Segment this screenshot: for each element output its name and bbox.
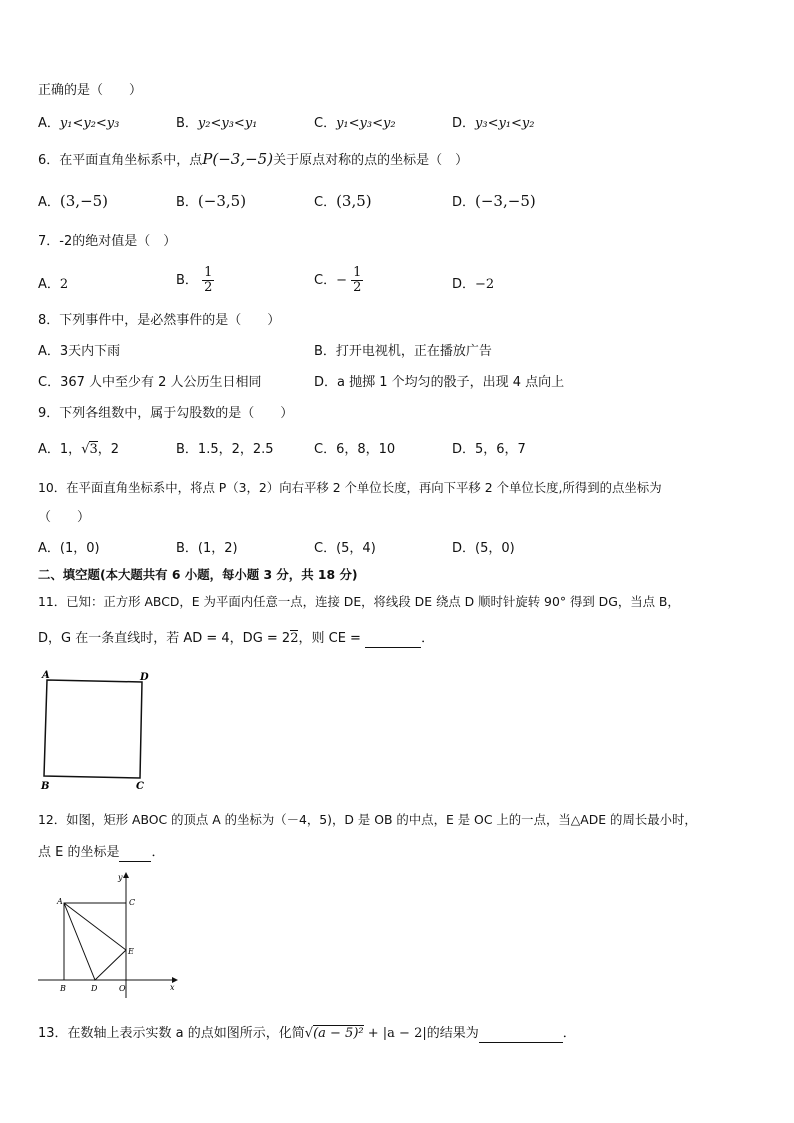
q11-line2-post: ，则 CE =: [298, 631, 366, 646]
denominator: 2: [353, 280, 362, 295]
q9-option-b[interactable]: [176, 441, 274, 459]
option-text: (−3,−5): [475, 192, 536, 210]
label-o: O: [119, 984, 126, 993]
label-b: B: [60, 984, 66, 993]
q5-option-a[interactable]: [38, 115, 119, 133]
option-text: (3,−5): [59, 192, 109, 210]
denominator: 2: [204, 280, 213, 295]
abs-term: + |a − 2|: [363, 1026, 427, 1041]
option-text: (5，4): [336, 541, 376, 556]
option-label: B．: [176, 442, 198, 457]
option-pre: 1，: [59, 442, 82, 457]
q7-option-c[interactable]: [314, 266, 363, 295]
q6-option-a[interactable]: [38, 192, 108, 212]
q13-stem-pre: 13．在数轴上表示实数 a 的点如图所示，化简: [38, 1026, 305, 1041]
q7-stem: 7．-2的绝对值是（ ）: [38, 234, 177, 249]
option-label: B．: [176, 195, 198, 210]
label-y: y: [118, 873, 123, 882]
label-a: A: [57, 897, 63, 906]
q12-end: ．: [151, 845, 165, 860]
label-c: C: [129, 898, 136, 907]
q13-stem: [38, 1025, 576, 1043]
q11-line2-pre: D，G 在一条直线时，若 AD = 4，DG = 2: [38, 631, 291, 646]
q9-option-d[interactable]: [452, 441, 526, 459]
option-label: A．: [38, 277, 60, 292]
q13-stem-post: 的结果为: [426, 1026, 479, 1041]
q5-option-d[interactable]: [452, 115, 534, 133]
option-text: (1，2): [197, 541, 238, 556]
q6-option-c[interactable]: [314, 192, 372, 212]
sign: −: [336, 273, 347, 288]
option-label: D．: [452, 442, 476, 457]
q8-stem: 8．下列事件中，是必然事件的是（ ）: [38, 313, 281, 328]
option-text: 1.5，2，2.5: [197, 442, 274, 457]
q12-line2-text: 点 E 的坐标是: [38, 845, 120, 860]
q10-option-c[interactable]: [314, 540, 376, 558]
option-label: D．: [452, 116, 476, 131]
label-d: D: [91, 984, 98, 993]
label-x: x: [170, 983, 175, 992]
label-e: E: [128, 947, 134, 956]
q11-square-figure: [36, 668, 156, 794]
option-label: A．: [38, 442, 60, 457]
square-abcd: [44, 680, 142, 778]
q5-option-b[interactable]: [176, 115, 257, 133]
q12-coordinate-figure: [36, 870, 181, 1000]
option-label: D．: [314, 375, 338, 390]
option-label: D．: [452, 195, 476, 210]
option-label: C．: [38, 375, 61, 390]
option-post: ，2: [97, 442, 120, 457]
q9-option-c[interactable]: [314, 441, 395, 459]
option-label: B．: [176, 116, 198, 131]
option-label: C．: [314, 195, 337, 210]
q12-line1: 12．如图，矩形 ABOC 的顶点 A 的坐标为（－4，5)，D 是 OB 的中点，E 是 OC 上的一点，当△ADE 的周长最小时，: [38, 812, 697, 827]
option-label: A．: [38, 116, 60, 131]
option-text: 打开电视机，正在播放广告: [335, 344, 492, 359]
rectangle-aboc: [64, 903, 126, 980]
answer-blank[interactable]: [119, 847, 151, 862]
option-text: y₁<y₂<y₃: [59, 116, 120, 131]
section-title: 二、填空题(本大题共有 6 小题，每小题 3 分，共 18 分): [38, 567, 358, 582]
q8-option-a[interactable]: [38, 343, 120, 361]
q8-option-c[interactable]: [38, 374, 262, 392]
q6-option-d[interactable]: [452, 192, 536, 212]
label-b: B: [41, 781, 50, 792]
q13-end: ．: [562, 1026, 576, 1041]
q7-option-d[interactable]: [452, 276, 494, 294]
answer-blank[interactable]: [365, 633, 421, 648]
triangle-ade: [64, 903, 126, 980]
radicand: (a − 5)²: [313, 1026, 364, 1041]
option-label: B．: [176, 541, 198, 556]
q11-line2: [38, 630, 434, 648]
fraction: [351, 266, 363, 295]
option-label: A．: [38, 195, 60, 210]
fraction: [202, 266, 214, 295]
q9-stem: 9．下列各组数中，属于勾股数的是（ ）: [38, 406, 294, 421]
option-label: C．: [314, 442, 337, 457]
option-text: 2: [59, 277, 69, 292]
option-text: a 抛掷 1 个均匀的骰子，出现 4 点向上: [337, 375, 565, 390]
q10-stem-cont: （ ）: [38, 510, 91, 525]
q8-option-b[interactable]: [314, 343, 492, 361]
option-label: B．: [176, 273, 198, 288]
answer-blank[interactable]: [479, 1028, 563, 1043]
q5-tail: 正确的是（ ）: [38, 83, 143, 98]
label-d: D: [140, 672, 149, 683]
q7-option-b[interactable]: [176, 266, 214, 295]
q7-option-a[interactable]: [38, 276, 68, 294]
option-text: (3,5): [336, 192, 372, 210]
q10-option-d[interactable]: [452, 540, 515, 558]
option-text: y₂<y₃<y₁: [197, 116, 258, 131]
option-label: B．: [314, 344, 336, 359]
q10-option-a[interactable]: [38, 540, 100, 558]
q11-line1: 11．已知：正方形 ABCD，E 为平面内任意一点，连接 DE，将线段 DE 绕点 D 顺时针旋转 90° 得到 DG，当点 B，: [38, 594, 680, 609]
q5-option-c[interactable]: [314, 115, 396, 133]
option-label: D．: [452, 277, 476, 292]
option-label: C．: [314, 541, 337, 556]
q6-stem-post: 关于原点对称的点的坐标是（ ）: [273, 153, 469, 168]
numerator: 1: [353, 265, 362, 280]
option-text: (1，0): [59, 541, 100, 556]
option-label: D．: [452, 541, 476, 556]
option-text: (5，0): [475, 541, 515, 556]
option-text: 367 人中至少有 2 人公历生日相同: [60, 375, 262, 390]
option-text: −2: [475, 277, 495, 292]
q12-line2: [38, 844, 165, 862]
sqrt-symbol: √: [81, 442, 90, 457]
option-text: 3天内下雨: [59, 344, 121, 359]
q6-stem: [38, 150, 468, 170]
label-c: C: [136, 781, 144, 792]
q6-point: P(−3,−5): [202, 150, 274, 168]
q6-stem-pre: 6．在平面直角坐标系中，点: [38, 153, 203, 168]
numerator: 1: [204, 265, 213, 280]
q6-option-b[interactable]: [176, 192, 246, 212]
radicand: 3: [89, 442, 98, 457]
q11-end: ．: [421, 631, 435, 646]
option-text: 5，6，7: [475, 442, 526, 457]
q8-option-d[interactable]: [314, 374, 564, 392]
option-text: (−3,5): [197, 192, 247, 210]
option-label: A．: [38, 541, 60, 556]
label-a: A: [42, 670, 50, 681]
radicand: 2: [290, 631, 299, 646]
option-label: C．: [314, 273, 337, 288]
sqrt-symbol: √: [304, 1026, 314, 1041]
q10-stem: 10．在平面直角坐标系中，将点 P（3，2）向右平移 2 个单位长度，再向下平移 2 个单位长度,所得到的点坐标为: [38, 480, 662, 495]
option-text: 6，8，10: [336, 442, 396, 457]
y-axis-arrow: [123, 872, 129, 878]
option-text: y₁<y₃<y₂: [336, 116, 396, 131]
q10-option-b[interactable]: [176, 540, 238, 558]
option-label: C．: [314, 116, 337, 131]
option-text: y₃<y₁<y₂: [475, 116, 535, 131]
q9-option-a[interactable]: [38, 441, 119, 459]
option-label: A．: [38, 344, 60, 359]
